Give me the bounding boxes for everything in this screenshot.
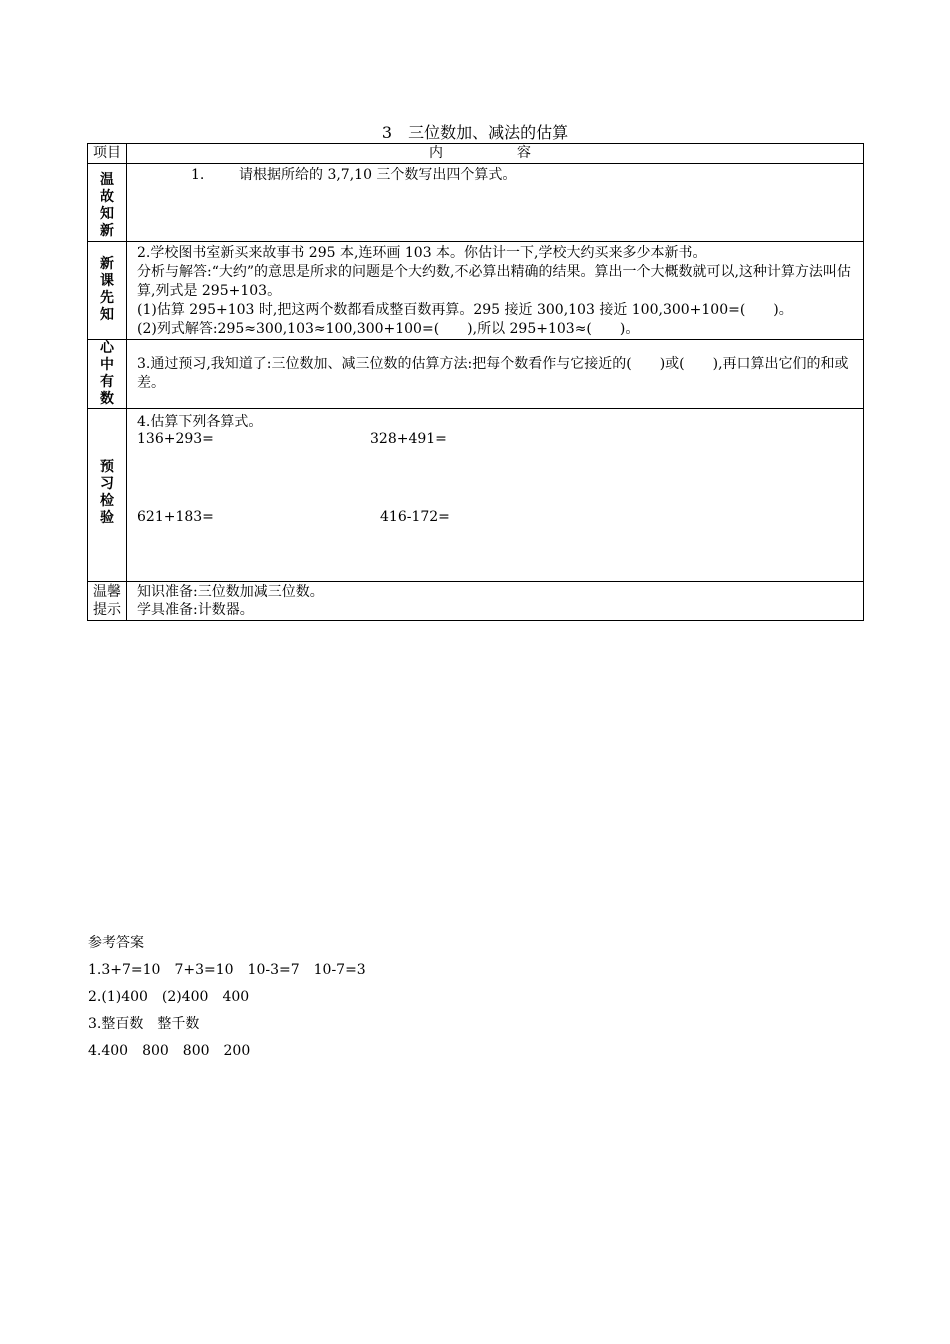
answer-item: 1.3+7=10 7+3=10 10-3=7 10-7=3 bbox=[88, 962, 366, 978]
expression: 621+183= bbox=[137, 509, 214, 525]
tips bbox=[127, 582, 863, 619]
question-text: 请根据所给的 3,7,10 三个数写出四个算式。 bbox=[239, 167, 517, 183]
answer-heading: 参考答案 bbox=[88, 935, 144, 951]
row-label-cell bbox=[88, 164, 127, 242]
question-4 bbox=[127, 409, 863, 579]
row-label: 预 习 检 验 bbox=[100, 459, 114, 526]
row-label-cell bbox=[88, 582, 127, 621]
table-row bbox=[88, 164, 864, 242]
analysis-text: 分析与解答:“大约”的意思是所求的问题是个大约数,不必算出精确的结果。算出一个大概数就可以,这种计算方法叫估算,列式是 295+103。 bbox=[137, 264, 851, 299]
question-2 bbox=[127, 242, 863, 339]
table-row bbox=[88, 340, 864, 409]
header-content: 内 容 bbox=[127, 144, 864, 164]
question-text: 2.学校图书室新买来故事书 295 本,连环画 103 本。你估计一下,学校大约买来多少本新书。 bbox=[137, 245, 707, 261]
page-title: 3 三位数加、减法的估算 bbox=[381, 123, 569, 142]
header-item: 项目 bbox=[88, 144, 127, 164]
row-label: 温馨 提示 bbox=[93, 584, 121, 618]
question-3: 3.通过预习,我知道了:三位数加、减三位数的估算方法:把每个数看作与它接近的( )或( ),再口算出它们的和或差。 bbox=[137, 356, 849, 391]
worksheet-table bbox=[87, 143, 864, 621]
tip-tools: 学具准备:计数器。 bbox=[137, 602, 254, 618]
row-content-cell bbox=[127, 582, 864, 621]
expression: 416-172= bbox=[380, 509, 450, 525]
sub-question-2: (2)列式解答:295≈300,103≈100,300+100=( ),所以 295+103≈( )。 bbox=[137, 321, 640, 337]
answer-item: 2.(1)400 (2)400 400 bbox=[88, 989, 250, 1005]
expression: 136+293= bbox=[137, 431, 214, 447]
question-number: 1. bbox=[191, 167, 205, 183]
row-content-cell bbox=[127, 242, 864, 340]
row-content-cell bbox=[127, 409, 864, 582]
row-label-cell bbox=[88, 409, 127, 582]
table-row bbox=[88, 242, 864, 340]
tip-knowledge: 知识准备:三位数加减三位数。 bbox=[137, 584, 324, 600]
table-header-row bbox=[88, 144, 864, 164]
table-row bbox=[88, 409, 864, 582]
row-label: 心 中 有 数 bbox=[100, 340, 114, 407]
row-label: 新 课 先 知 bbox=[100, 256, 114, 323]
row-label-cell bbox=[88, 340, 127, 409]
answer-key bbox=[88, 930, 366, 1065]
table-row bbox=[88, 582, 864, 621]
answer-item: 3.整百数 整千数 bbox=[88, 1016, 200, 1032]
row-content-cell bbox=[127, 340, 864, 409]
expression: 328+491= bbox=[370, 431, 447, 447]
row-content-cell bbox=[127, 164, 864, 242]
row-label: 温 故 知 新 bbox=[100, 172, 114, 239]
sub-question-1: (1)估算 295+103 时,把这两个数都看成整百数再算。295 接近 300,103 接近 100,300+100=( )。 bbox=[137, 302, 793, 318]
row-label-cell bbox=[88, 242, 127, 340]
question-text: 4.估算下列各算式。 bbox=[137, 414, 263, 430]
question-1 bbox=[127, 164, 863, 185]
answer-item: 4.400 800 800 200 bbox=[88, 1043, 251, 1059]
